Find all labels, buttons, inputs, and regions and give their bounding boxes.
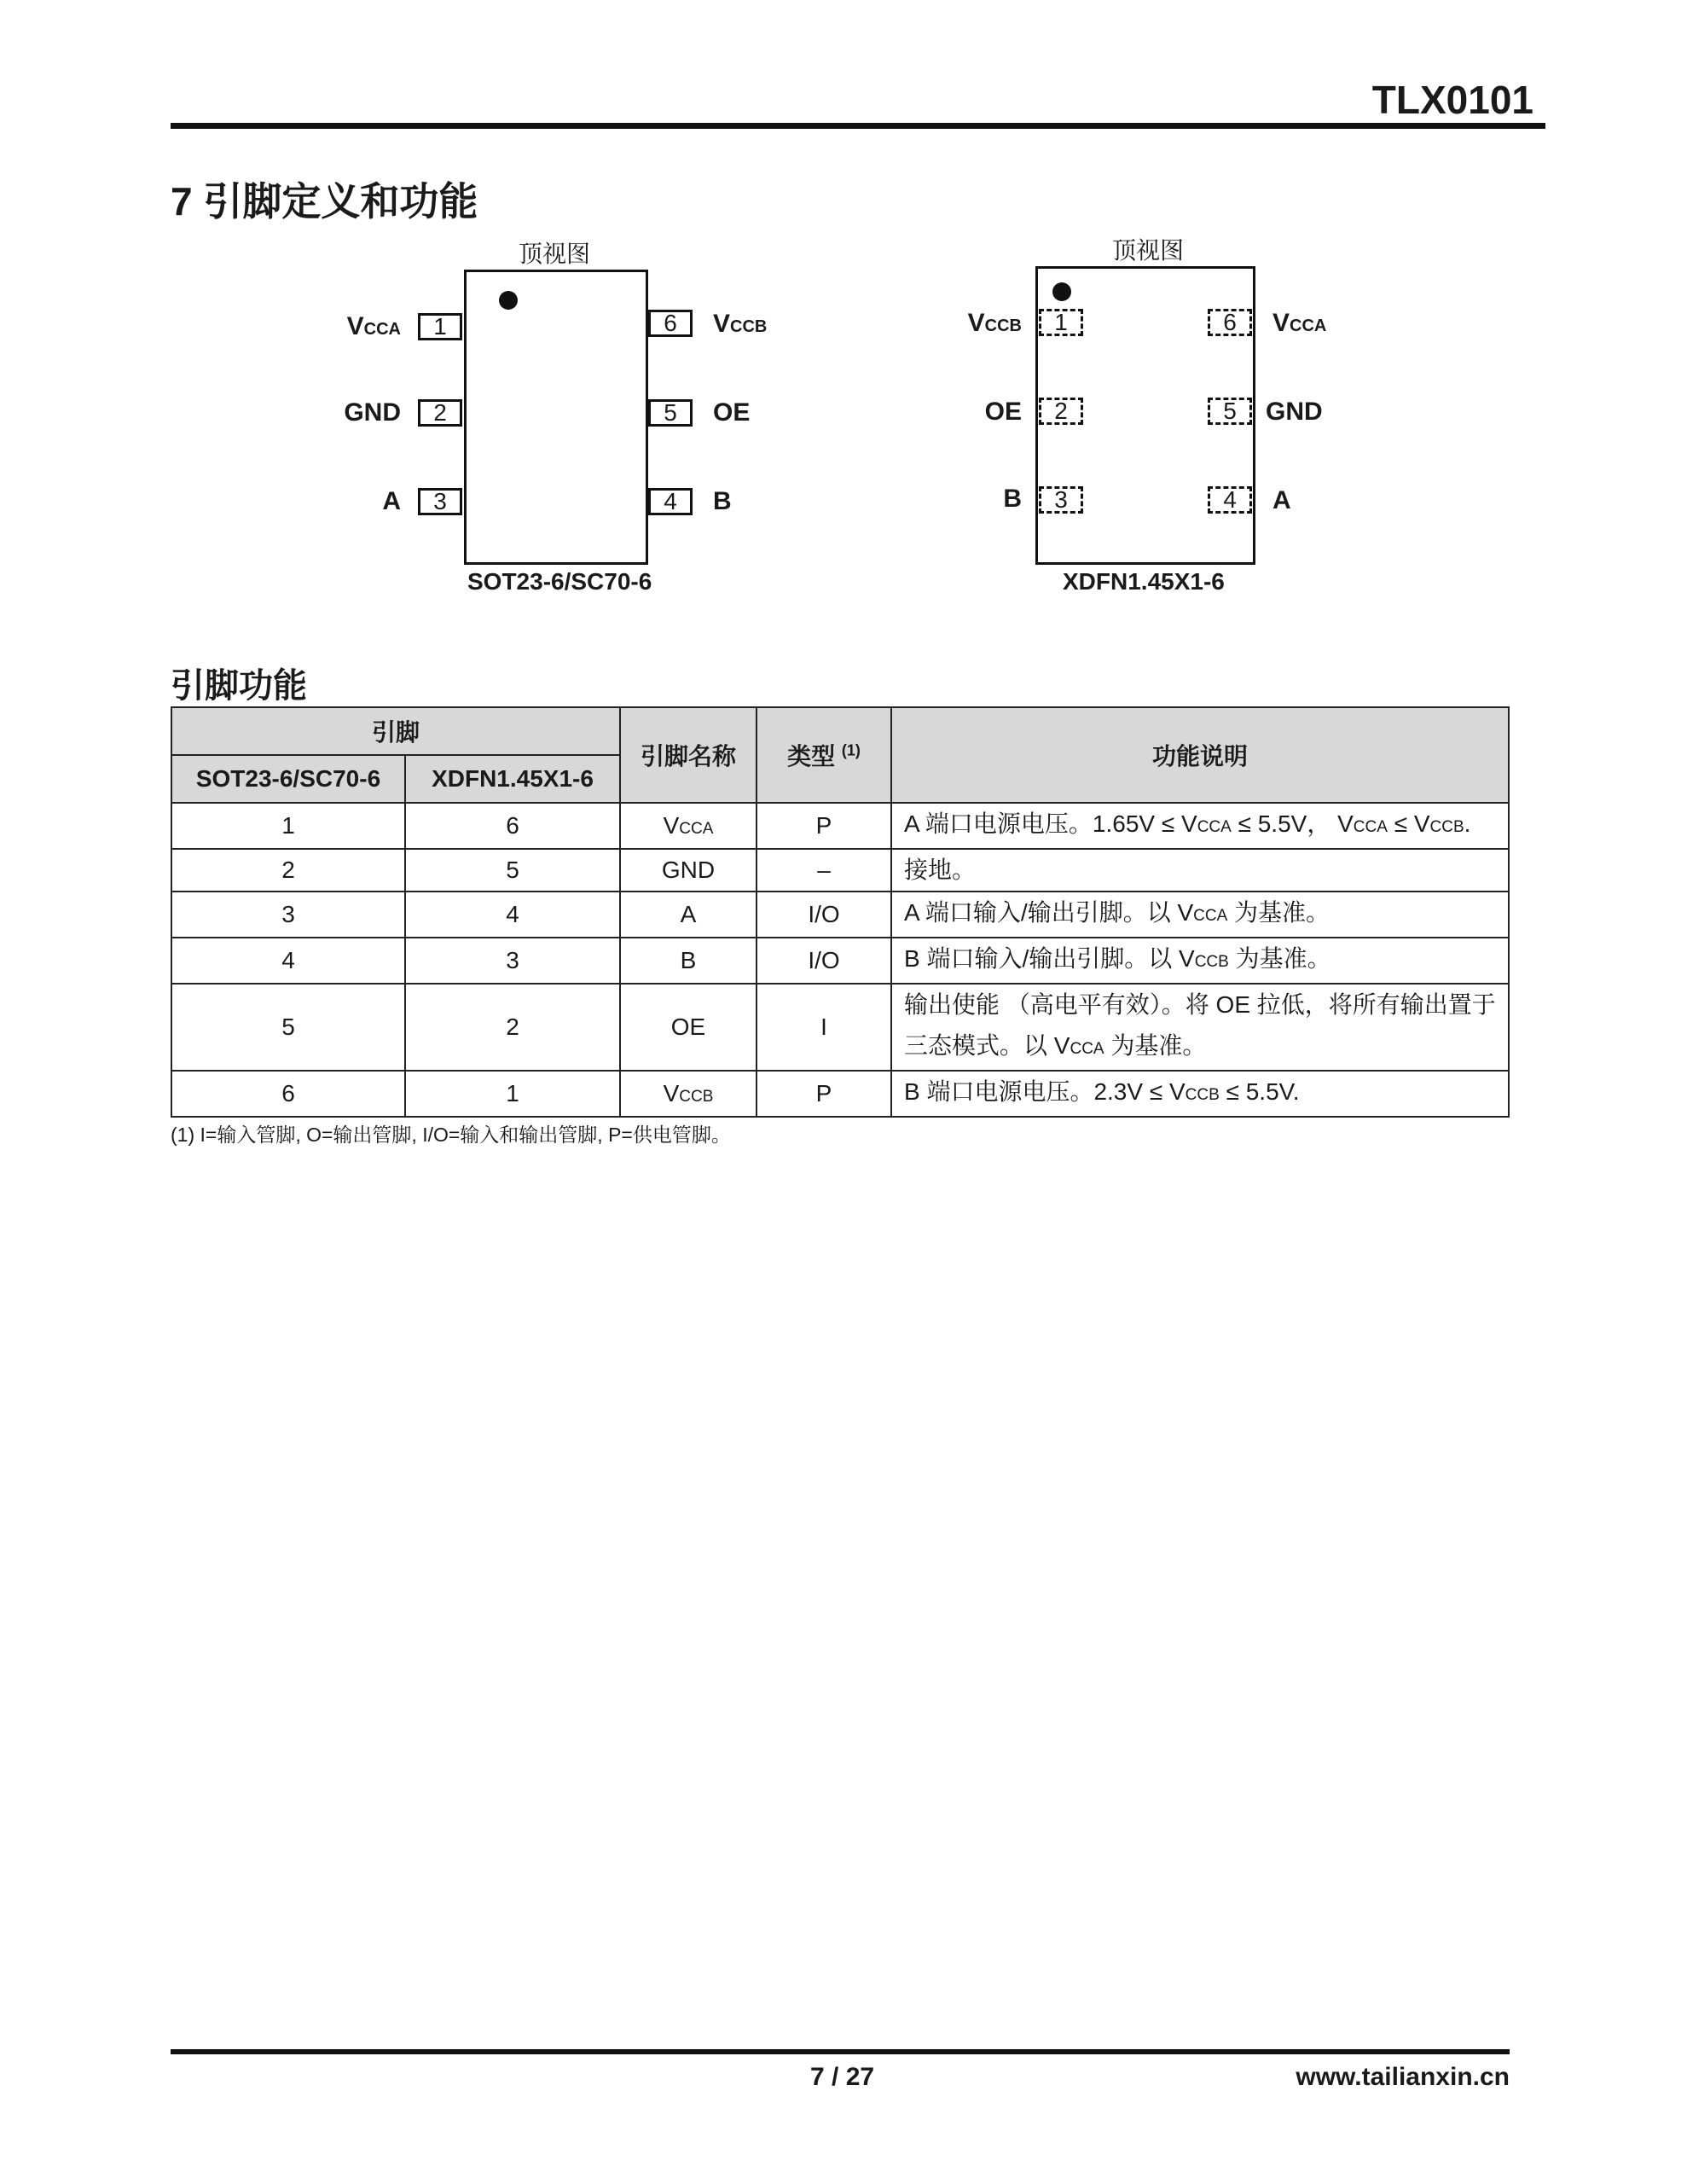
sot-pin-5: 5	[648, 399, 693, 427]
description-text: 为基准。	[1104, 1032, 1207, 1059]
sot-pin-4: 4	[648, 488, 693, 515]
xdfn-pin-3-label: B	[1003, 485, 1022, 513]
pin-name-header: 引脚名称	[620, 707, 757, 803]
pin-name-subscript: CCB	[679, 1088, 714, 1106]
sot-pin-4-label: B	[713, 487, 732, 515]
description-text: ≤ V	[1387, 810, 1430, 837]
type-cell: P	[757, 1071, 891, 1117]
sot-column-header: SOT23-6/SC70-6	[171, 755, 405, 803]
description-text: 接地。	[904, 857, 977, 883]
xdfn-pin-cell: 5	[405, 849, 620, 892]
xdfn-pin-3: 3	[1039, 486, 1083, 514]
sot-pin-cell: 6	[171, 1071, 405, 1117]
xdfn-pin-2-label: OE	[984, 398, 1022, 426]
type-cell: I/O	[757, 938, 891, 984]
pin-name: B	[680, 947, 697, 973]
pin-name-cell	[620, 938, 757, 984]
table-row	[171, 1071, 1509, 1117]
sot-pin-6: 6	[648, 310, 693, 337]
description-text: B 端口电源电压。2.3V ≤ V	[904, 1078, 1186, 1105]
pin-name-cell	[620, 849, 757, 892]
pin-name-cell	[620, 803, 757, 849]
pin-function-table	[171, 706, 1510, 1118]
sot-pin-6-label: VCCB	[713, 310, 768, 338]
sot-pin-2: 2	[418, 399, 462, 427]
description-subscript: CCA	[1070, 1040, 1104, 1058]
table-row	[171, 849, 1509, 892]
xdfn-pin-cell: 3	[405, 938, 620, 984]
xdfn-pin-6-label: VCCA	[1272, 309, 1327, 337]
description-text: ≤ 5.5V， V	[1231, 810, 1354, 837]
description-text: .	[1464, 810, 1471, 837]
pin-name: V	[663, 1080, 680, 1107]
sot-pin-1: 1	[418, 313, 462, 340]
description-subscript: CCB	[1194, 953, 1229, 971]
document-id: TLX0101	[1371, 78, 1533, 122]
description-subscript: CCB	[1429, 818, 1464, 836]
description-cell	[891, 938, 1509, 984]
xdfn-pin-4-label: A	[1272, 486, 1291, 514]
description-subscript: CCA	[1197, 818, 1232, 836]
type-cell: P	[757, 803, 891, 849]
description-subscript: CCB	[1185, 1086, 1220, 1104]
description-text: 为基准。	[1227, 899, 1330, 926]
pin-name: OE	[670, 1014, 706, 1040]
sot-pin-1-label: VCCA	[346, 312, 401, 340]
table-footnote: (1) I=输入管脚, O=输出管脚, I/O=输入和输出管脚, P=供电管脚。	[171, 1124, 731, 1146]
sot-pin-3-label: A	[382, 487, 401, 515]
xdfn-pin-cell: 6	[405, 803, 620, 849]
page-number: 7 / 27	[810, 2063, 875, 2091]
sot23-package-label: SOT23-6/SC70-6	[467, 568, 652, 595]
pin-name-cell	[620, 984, 757, 1071]
sot-pin-cell: 2	[171, 849, 405, 892]
pin-name-cell	[620, 1071, 757, 1117]
sot23-package-body	[464, 270, 648, 565]
pin-function-heading: 引脚功能	[171, 667, 307, 705]
sot-pin-3: 3	[418, 488, 462, 515]
xdfn-pin-6: 6	[1208, 309, 1252, 336]
sot-pin-cell: 3	[171, 892, 405, 938]
xdfn-pin-cell: 2	[405, 984, 620, 1071]
xdfn-pin-1-label: VCCB	[967, 309, 1022, 337]
description-cell	[891, 803, 1509, 849]
pin-name: V	[663, 812, 680, 839]
pin-name-subscript: CCA	[679, 820, 714, 838]
xdfn-column-header: XDFN1.45X1-6	[405, 755, 620, 803]
sot-pin-cell: 5	[171, 984, 405, 1071]
description-text: A 端口电源电压。1.65V ≤ V	[904, 810, 1197, 837]
xdfn-pin-cell: 4	[405, 892, 620, 938]
pin-group-header: 引脚	[171, 707, 620, 755]
description-header: 功能说明	[891, 707, 1509, 803]
pin1-marker-dot	[1052, 282, 1071, 301]
xdfn-pin-2: 2	[1039, 398, 1083, 425]
sot-pin-cell: 1	[171, 803, 405, 849]
footer-rule	[171, 2049, 1510, 2054]
type-header: 类型 $^{(1)}$	[757, 707, 891, 803]
description-text: B 端口输入/输出引脚。以 V	[904, 945, 1195, 972]
description-cell	[891, 849, 1509, 892]
table-row	[171, 803, 1509, 849]
description-subscript: CCA	[1193, 907, 1228, 925]
type-cell: I/O	[757, 892, 891, 938]
sot-pin-5-label: OE	[713, 398, 751, 427]
pin1-marker-dot	[499, 291, 518, 310]
pin-name: A	[680, 901, 697, 927]
description-text: A 端口输入/输出引脚。以 V	[904, 899, 1194, 926]
xdfn-pin-5-label: GND	[1266, 398, 1323, 426]
sot-pin-cell: 4	[171, 938, 405, 984]
description-text: ≤ 5.5V.	[1219, 1078, 1300, 1105]
website-url[interactable]: www.tailianxin.cn	[1296, 2063, 1510, 2091]
type-cell: I	[757, 984, 891, 1071]
xdfn-pin-5: 5	[1208, 398, 1252, 425]
xdfn-pin-cell: 1	[405, 1071, 620, 1117]
xdfn-pin-4: 4	[1208, 486, 1252, 514]
description-cell	[891, 1071, 1509, 1117]
description-text: 输出使能 （高电平有效）。将 OE 拉低，将所有输出置于三态模式。以 V	[904, 991, 1496, 1059]
top-view-label: 顶视图	[1112, 237, 1185, 264]
type-cell: –	[757, 849, 891, 892]
description-cell	[891, 984, 1509, 1071]
table-row	[171, 892, 1509, 938]
section-title: 7 引脚定义和功能	[171, 179, 478, 224]
header-rule	[171, 123, 1545, 129]
xdfn-package-label: XDFN1.45X1-6	[1063, 568, 1225, 595]
table-row	[171, 938, 1509, 984]
description-subscript: CCA	[1353, 818, 1388, 836]
sot-pin-2-label: GND	[344, 398, 401, 427]
table-row	[171, 984, 1509, 1071]
pin-name-cell	[620, 892, 757, 938]
description-text: 为基准。	[1228, 945, 1331, 972]
xdfn-pin-1: 1	[1039, 309, 1083, 336]
top-view-label: 顶视图	[519, 241, 591, 267]
pin-name: GND	[661, 857, 716, 883]
description-cell	[891, 892, 1509, 938]
